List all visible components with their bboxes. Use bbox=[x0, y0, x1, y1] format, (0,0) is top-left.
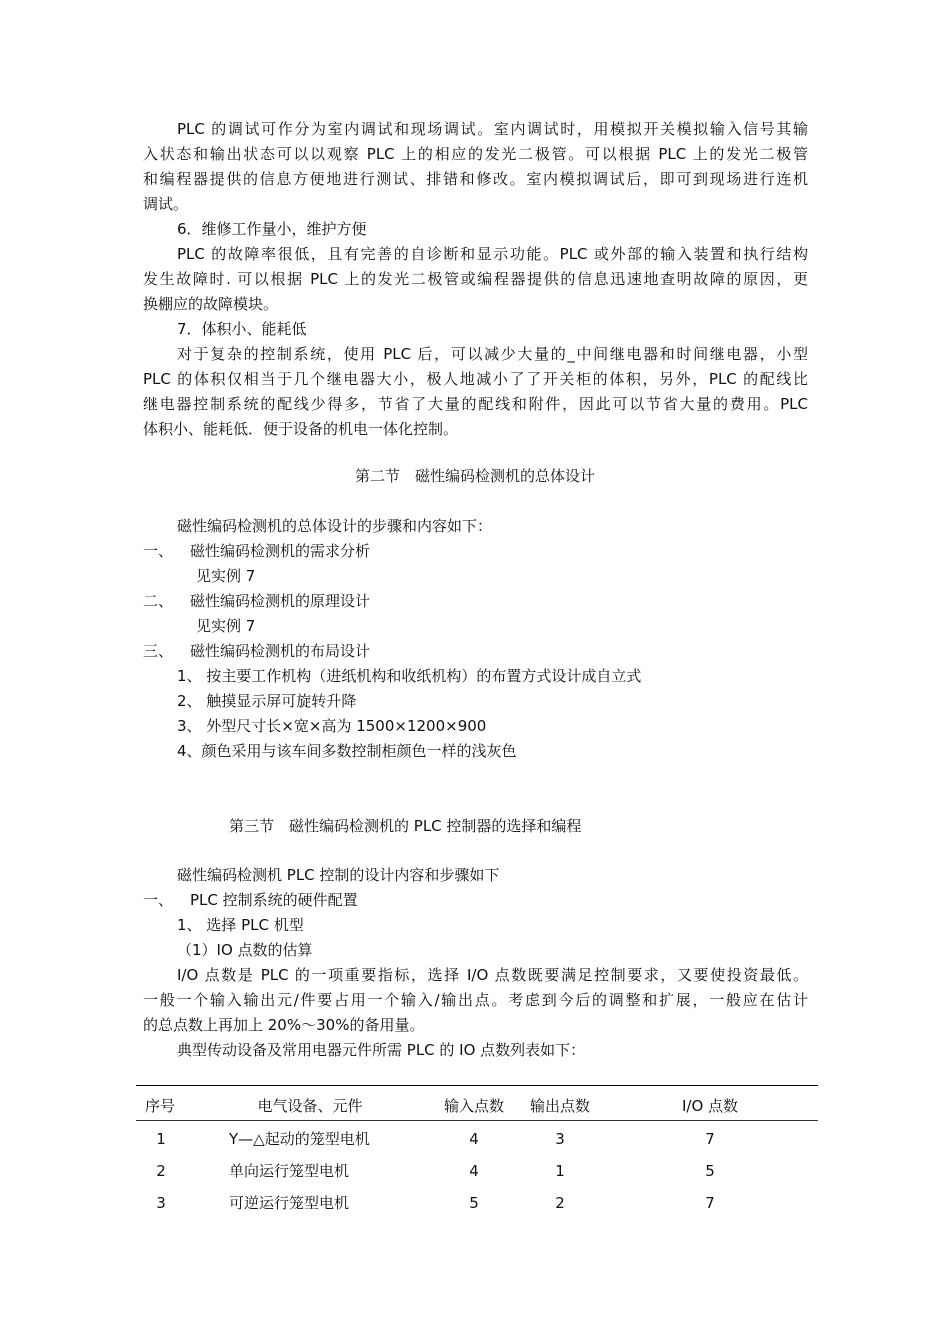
list-item: 磁性编码检测机的需求分析 bbox=[190, 542, 371, 560]
header-cell: I/O 点数 bbox=[681, 1097, 739, 1115]
subheading-7: 7．体积小、能耗低 bbox=[177, 320, 307, 338]
paragraph-line: PLC 的体积仅相当于几个继电器大小，极人地减小了了开关柜的体积，另外，PLC 的配线比 bbox=[143, 370, 808, 388]
paragraph-line: 发生故障时. 可以根据 PLC 上的发光二极管或编程器提供的信息迅速地查明故障的原因，更 bbox=[143, 270, 808, 288]
table-cell: 7 bbox=[705, 1194, 715, 1212]
section-title: 第二节 磁性编码检测机的总体设计 bbox=[354, 467, 595, 485]
paragraph-line: 继电器控制系统的配线少得多，节省了大量的配线和附件，因此可以节省大量的费用。PLC bbox=[143, 395, 808, 413]
header-cell: 输出点数 bbox=[529, 1097, 590, 1115]
layout-item: 3、 外型尺寸长×宽×高为 1500×1200×900 bbox=[177, 717, 487, 735]
list-subitem: 见实例 7 bbox=[196, 567, 256, 585]
table-top-rule bbox=[136, 1085, 818, 1086]
table-cell: 5 bbox=[705, 1162, 715, 1180]
table-cell: 5 bbox=[469, 1194, 479, 1212]
table-cell: Y—△起动的笼型电机 bbox=[229, 1130, 370, 1148]
paragraph-line: 入状态和输出状态可以以观察 PLC 上的相应的发光二极管。可以根据 PLC 上的发光二极管 bbox=[143, 145, 808, 163]
layout-item: 1、 按主要工作机构（进纸机构和收纸机构）的布置方式设计成自立式 bbox=[177, 667, 642, 685]
list-subitem: 1、 选择 PLC 机型 bbox=[177, 916, 304, 934]
table-intro: 典型传动设备及常用电器元件所需 PLC 的 IO 点数列表如下： bbox=[177, 1041, 586, 1059]
table-header-rule bbox=[136, 1120, 818, 1121]
table-cell: 2 bbox=[555, 1194, 565, 1212]
list-subitem: （1）IO 点数的估算 bbox=[177, 941, 313, 959]
table-cell: 单向运行笼型电机 bbox=[229, 1162, 350, 1180]
paragraph-line: 换棚应的故障模块。 bbox=[143, 295, 279, 313]
paragraph-line: 调试。 bbox=[143, 195, 189, 213]
paragraph-line: 对于复杂的控制系统，使用 PLC 后，可以减少大量的_中间继电器和时间继电器，小型 bbox=[177, 345, 808, 363]
paragraph-line: 和编程器提供的信息方便地进行测试、排错和修改。室内模拟调试后，即可到现场进行连机 bbox=[143, 170, 808, 188]
paragraph-line: PLC 的故障率很低，且有完善的自诊断和显示功能。PLC 或外部的输入装置和执行结构 bbox=[177, 245, 808, 263]
section-intro: 磁性编码检测机的总体设计的步骤和内容如下： bbox=[177, 517, 493, 535]
table-cell: 4 bbox=[469, 1162, 479, 1180]
header-cell: 输入点数 bbox=[443, 1097, 504, 1115]
table-cell: 1 bbox=[555, 1162, 565, 1180]
header-cell: 电气设备、元件 bbox=[257, 1097, 363, 1115]
table-cell: 7 bbox=[705, 1130, 715, 1148]
list-item: PLC 控制系统的硬件配置 bbox=[190, 891, 358, 909]
list-marker: 一、 bbox=[143, 891, 174, 909]
section-title: 第三节 磁性编码检测机的 PLC 控制器的选择和编程 bbox=[229, 817, 582, 835]
paragraph-line: 体积小、能耗低．便于设备的机电一体化控制。 bbox=[143, 420, 459, 438]
table-cell: 3 bbox=[156, 1194, 166, 1212]
layout-item: 4、颜色采用与该车间多数控制柜颜色一样的浅灰色 bbox=[177, 742, 517, 760]
table-cell: 1 bbox=[156, 1130, 166, 1148]
paragraph-line: 一般一个输入输出元/件要占用一个输入/输出点。考虑到今后的调整和扩展，一般应在估计 bbox=[143, 991, 808, 1009]
list-marker: 三、 bbox=[143, 642, 174, 660]
table-cell: 可逆运行笼型电机 bbox=[229, 1194, 350, 1212]
list-item: 磁性编码检测机的原理设计 bbox=[190, 592, 371, 610]
section-intro: 磁性编码检测机 PLC 控制的设计内容和步骤如下 bbox=[177, 866, 500, 884]
layout-item: 2、 触摸显示屏可旋转升降 bbox=[177, 692, 357, 710]
table-cell: 3 bbox=[555, 1130, 565, 1148]
paragraph-line: PLC 的调试可作分为室内调试和现场调试。室内调试时，用模拟开关模拟输入信号其输 bbox=[177, 120, 808, 138]
table-cell: 2 bbox=[156, 1162, 166, 1180]
subheading-6: 6．维修工作量小，维护方便 bbox=[177, 220, 367, 238]
header-cell: 序号 bbox=[145, 1097, 176, 1115]
table-cell: 4 bbox=[469, 1130, 479, 1148]
paragraph-line: 的总点数上再加上 20%～30%的备用量。 bbox=[143, 1016, 425, 1034]
paragraph-line: I/O 点数是 PLC 的一项重要指标，选择 I/O 点数既要满足控制要求，又要使投资最低。 bbox=[177, 966, 808, 984]
list-marker: 二、 bbox=[143, 592, 174, 610]
list-subitem: 见实例 7 bbox=[196, 617, 256, 635]
list-item: 磁性编码检测机的布局设计 bbox=[190, 642, 371, 660]
list-marker: 一、 bbox=[143, 542, 174, 560]
